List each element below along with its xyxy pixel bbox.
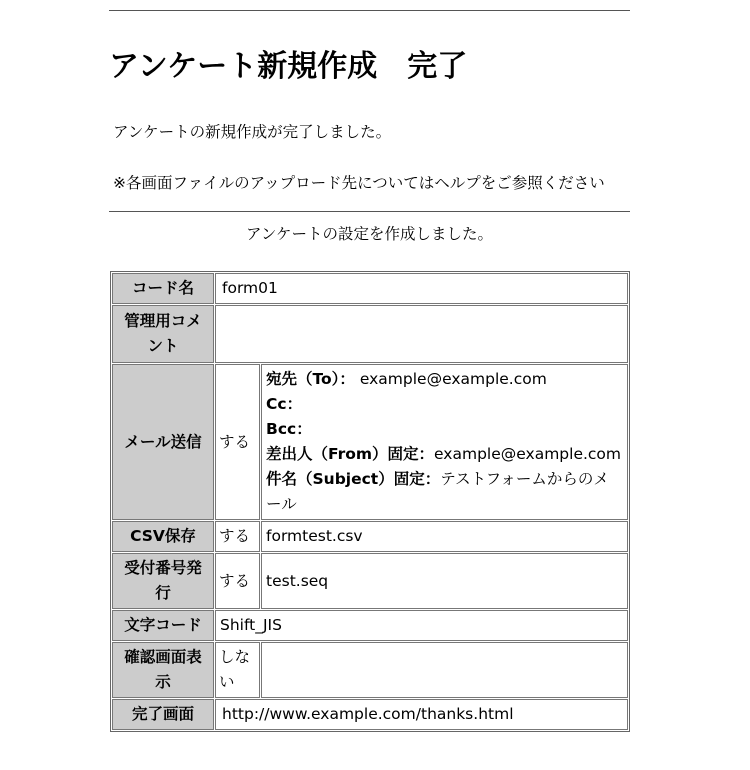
code-name-value: form01: [215, 273, 628, 304]
table-row-csv: [112, 521, 628, 552]
to-label: 宛先（To）：: [266, 370, 355, 388]
to-value: example@example.com: [359, 370, 547, 388]
row-label: 文字コード: [112, 610, 214, 641]
thanks-url: http://www.example.com/thanks.html: [215, 699, 628, 730]
mail-to: [266, 367, 623, 392]
middle-divider: [109, 211, 630, 212]
confirm-enabled: しない: [215, 642, 260, 698]
mail-subject: [266, 467, 623, 517]
mail-bcc: [266, 417, 623, 442]
row-label: 完了画面: [112, 699, 214, 730]
subject-label: 件名（Subject）固定：: [266, 470, 441, 488]
row-label: CSV保存: [112, 521, 214, 552]
page-title: アンケート新規作成 完了: [109, 49, 468, 84]
mail-enabled: する: [215, 364, 260, 520]
mail-details: [261, 364, 628, 520]
mail-cc: [266, 392, 623, 417]
table-row-thanks-screen: [112, 699, 628, 730]
csv-file: formtest.csv: [261, 521, 628, 552]
receipt-enabled: する: [215, 553, 260, 609]
table-row-admin-comment: [112, 305, 628, 363]
row-label: 受付番号発行: [112, 553, 214, 609]
admin-comment-value: [215, 305, 628, 363]
table-row-mail: [112, 364, 628, 520]
help-note: ※各画面ファイルのアップロード先についてはヘルプをご参照ください: [113, 174, 605, 192]
from-label: 差出人（From）固定：: [266, 445, 435, 463]
table-row-charset: [112, 610, 628, 641]
row-label: 確認画面表示: [112, 642, 214, 698]
top-divider: [109, 10, 630, 11]
csv-enabled: する: [215, 521, 260, 552]
table-row-code-name: [112, 273, 628, 304]
receipt-file: test.seq: [261, 553, 628, 609]
mail-from: [266, 442, 623, 467]
from-value: example@example.com: [434, 445, 622, 463]
charset-value: Shift_JIS: [215, 610, 628, 641]
survey-settings-table: [110, 271, 630, 732]
cc-label: Cc：: [266, 395, 303, 413]
subject-value: テストフォームからのメール: [266, 470, 609, 513]
table-row-confirm-screen: [112, 642, 628, 698]
completion-message: アンケートの新規作成が完了しました。: [113, 123, 392, 141]
bcc-label: Bcc：: [266, 420, 312, 438]
row-label: コード名: [112, 273, 214, 304]
confirm-value: [261, 642, 628, 698]
table-row-receipt-number: [112, 553, 628, 609]
row-label: メール送信: [112, 364, 214, 520]
created-message: アンケートの設定を作成しました。: [245, 225, 494, 243]
row-label: 管理用コメント: [112, 305, 214, 363]
